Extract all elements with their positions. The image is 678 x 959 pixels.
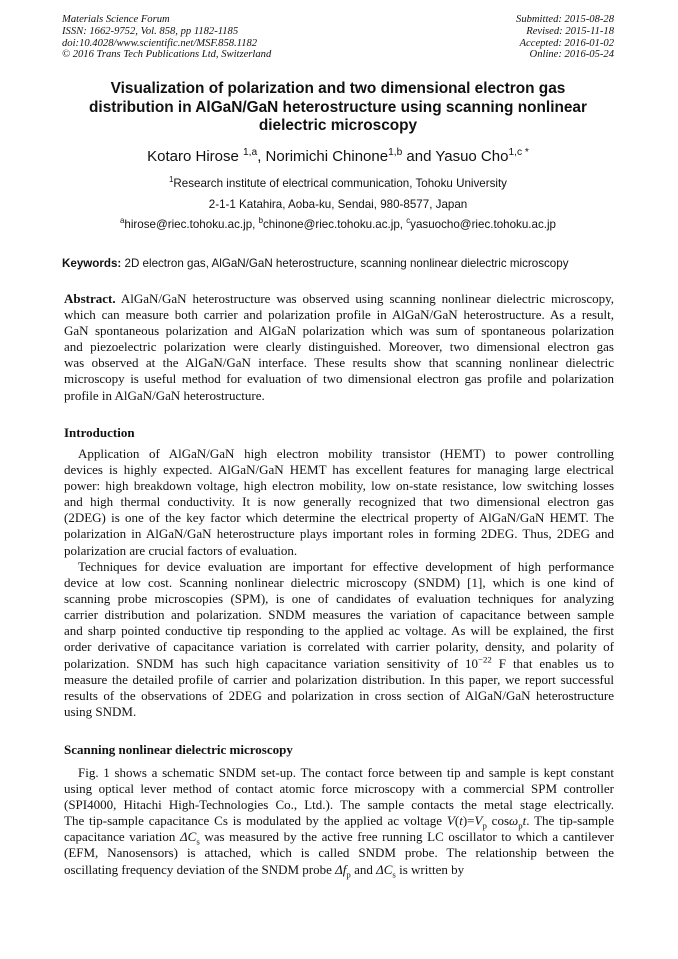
abstract-line: GaN spontaneous polarization and AlGaN polarization which was sum of spontaneous polarization: [64, 323, 614, 339]
online-date: Online: 2016-05-24: [529, 49, 614, 61]
doi: doi:10.4028/www.scientific.net/MSF.858.1182: [62, 37, 258, 49]
paragraph-line: device at low cost. Scanning nonlinear dielectric microscopy (SNDM) [1], which is one kind of: [64, 575, 614, 591]
text-run: was measured by the active free running LC oscillator to which a cantilever: [199, 829, 614, 845]
keywords-label: Keywords:: [62, 257, 122, 270]
paper-title: [62, 80, 614, 136]
abstract-label: Abstract.: [64, 291, 116, 306]
text-run: )=: [462, 813, 475, 829]
paragraph-line: order derivative of capacitance variation is correlated with carrier polarity, density, and polarity of: [64, 639, 614, 655]
keywords-text: 2D electron gas, AlGaN/GaN heterostructure, scanning nonlinear dielectric microscopy: [121, 257, 569, 270]
submitted-date: Submitted: 2015-08-28: [516, 14, 614, 25]
paragraph-line: Techniques for device evaluation are important for effective development of high performance: [78, 559, 614, 574]
accepted-date: Accepted: 2016-01-02: [519, 37, 614, 49]
abstract-line: which can measure both carrier and polarization profile in AlGaN/GaN heterostructure. As a result,: [64, 307, 614, 323]
text-run: . The tip-sample: [526, 813, 614, 829]
affiliation-institute: [62, 177, 614, 190]
paragraph-line: carrier distribution and polarization. SNDM measures the variation of capacitance between sample: [64, 607, 614, 623]
journal-name: Materials Science Forum: [62, 14, 170, 25]
dates-info: [516, 14, 614, 61]
paragraph-line: power: high breakdown voltage, high electron mobility, low on-state resistance, low switching losses: [64, 478, 614, 494]
abstract-line: [64, 291, 614, 307]
email-link[interactable]: yasuocho@riec.tohoku.ac.jp: [410, 218, 556, 231]
paragraph-line: and sharp pointed conductive tip responding to the applied ac voltage. As will be explained, the first: [64, 623, 614, 639]
email-link[interactable]: hirose@riec.tohoku.ac.jp,: [124, 218, 259, 231]
math-symbol: V: [446, 813, 455, 829]
exponent: −22: [477, 654, 492, 665]
title-line: Visualization of polarization and two dimensional electron gas: [110, 80, 566, 97]
paragraph-line: using SNDM.: [64, 703, 137, 719]
math-symbol: ω: [509, 813, 519, 829]
paragraph-line: [64, 656, 614, 672]
paragraph-line: [64, 829, 614, 845]
author-affiliation-mark: 1,c *: [508, 147, 529, 158]
affiliation-mark: 1: [169, 175, 174, 185]
abstract-text: AlGaN/GaN heterostructure was observed using scanning nonlinear dielectric microscopy,: [115, 291, 614, 306]
text-run: oscillating frequency deviation of the SNDM probe: [64, 861, 336, 877]
math-subscript: p: [346, 869, 351, 880]
paragraph-line: measure the detailed profile of carrier and polarization distribution. In this paper, we report successful: [64, 671, 614, 687]
author-name: and Yasuo Cho: [402, 148, 509, 165]
issn: ISSN: 1662-9752, Vol. 858, pp 1182-1185: [62, 25, 239, 37]
abstract: [64, 291, 614, 404]
sndm-paragraph-1: [64, 765, 614, 878]
text-run: capacitance variation: [64, 829, 181, 845]
copyright: © 2016 Trans Tech Publications Ltd, Switzerland: [62, 49, 272, 61]
paragraph-line: results of the observations of 2DEG and polarization in cross section of AlGaN/GaN heterostructure: [64, 687, 614, 703]
math-symbol: ΔC: [376, 861, 393, 877]
introduction-paragraph-2: [64, 559, 614, 720]
author-name: , Norimichi Chinone: [257, 148, 389, 165]
paragraph-line: using optical lever method of contact atomic force microscopy with a commercial SPM controller: [64, 781, 614, 797]
math-subscript: s: [196, 836, 200, 847]
email-mark: c: [406, 216, 411, 226]
title-line: distribution in AlGaN/GaN heterostructure using scanning nonlinear: [89, 98, 587, 116]
math-symbol: t: [522, 813, 527, 829]
paragraph-line: (EFM, Nanosensors) is attached, which is called SNDM probe. The relationship between the: [64, 845, 614, 861]
text-run: The tip-sample capacitance Cs is modulated by the applied ac voltage: [64, 813, 447, 829]
email-link[interactable]: chinone@riec.tohoku.ac.jp,: [262, 218, 407, 231]
journal-info: [62, 14, 271, 61]
revised-date: Revised: 2015-11-18: [526, 25, 614, 37]
author-list: [62, 148, 614, 165]
email-mark: b: [258, 216, 263, 226]
paragraph-line: scanning probe microscopies (SPM), is one of candidates of evaluation techniques for analyzing: [64, 591, 614, 607]
paragraph-line: Fig. 1 shows a schematic SNDM set-up. The contact force between tip and sample is kept constant: [78, 765, 614, 780]
keywords: [62, 257, 622, 270]
author-affiliation-mark: 1,a: [243, 147, 258, 158]
math-symbol: V: [474, 813, 483, 829]
text-run: cos: [486, 813, 510, 829]
introduction-paragraph-1: [64, 446, 614, 559]
paragraph-line: and high thermal conductivity. It is now generally recognized that two dimensional electron gas: [64, 494, 614, 510]
title-line: dielectric microscopy: [258, 117, 418, 134]
section-heading-sndm: Scanning nonlinear dielectric microscopy: [64, 742, 293, 757]
abstract-line: was observed at the AlGaN/GaN interface. These results show that scanning nonlinear dielectric: [64, 355, 614, 371]
text-run: polarization. SNDM has such high capacitance variation sensitivity of 10: [64, 655, 478, 671]
institute-name: Research institute of electrical communication, Tohoku University: [173, 177, 507, 190]
paragraph-line: (SPI4000, Hitachi High-Technologies Co., Ltd.). The sample contacts the metal stage electrically.: [64, 797, 614, 813]
text-run: (: [454, 813, 460, 829]
author-name: Kotaro Hirose: [147, 148, 244, 165]
paragraph-line: (2DEG) is one of the key factor which determine the electrical property of AlGaN/GaN HEMT. The: [64, 510, 614, 526]
section-heading-introduction: Introduction: [64, 425, 135, 440]
paragraph-line: polarization are crucial factors of evaluation.: [64, 542, 298, 558]
text-run: F that enables us to: [491, 655, 614, 671]
text-run: and: [350, 861, 377, 877]
abstract-line: and piezoelectric polarization were clearly distinguished. Moreover, two dimensional electron gas: [64, 339, 614, 355]
math-symbol: Δf: [335, 861, 347, 877]
text-run: is written by: [395, 861, 465, 877]
math-subscript: p: [482, 820, 487, 831]
paragraph-line: Application of AlGaN/GaN high electron mobility transistor (HEMT) to power controlling: [78, 446, 614, 461]
affiliation-address: 2-1-1 Katahira, Aoba-ku, Sendai, 980-8577, Japan: [208, 198, 468, 211]
paragraph-line: [64, 862, 614, 878]
abstract-line: profile in AlGaN/GaN heterostructure.: [64, 387, 265, 403]
paragraph-line: [64, 813, 614, 829]
paragraph-line: polarization in AlGaN/GaN heterostructure plays important roles in forming 2DEG. Thus, 2DEG and: [64, 526, 614, 542]
math-subscript: p: [518, 820, 523, 831]
author-affiliation-mark: 1,b: [388, 147, 403, 158]
math-subscript: s: [392, 869, 396, 880]
email-list: [62, 218, 614, 231]
abstract-line: microscopy is useful method for evaluation of two dimensional electron gas profile and polarization: [64, 371, 614, 387]
email-mark: a: [119, 216, 125, 226]
math-symbol: ΔC: [180, 829, 197, 845]
paragraph-line: devices is highly expected. AlGaN/GaN HEMT has excellent features for managing large electrical: [64, 462, 614, 478]
math-symbol: t: [459, 813, 463, 829]
